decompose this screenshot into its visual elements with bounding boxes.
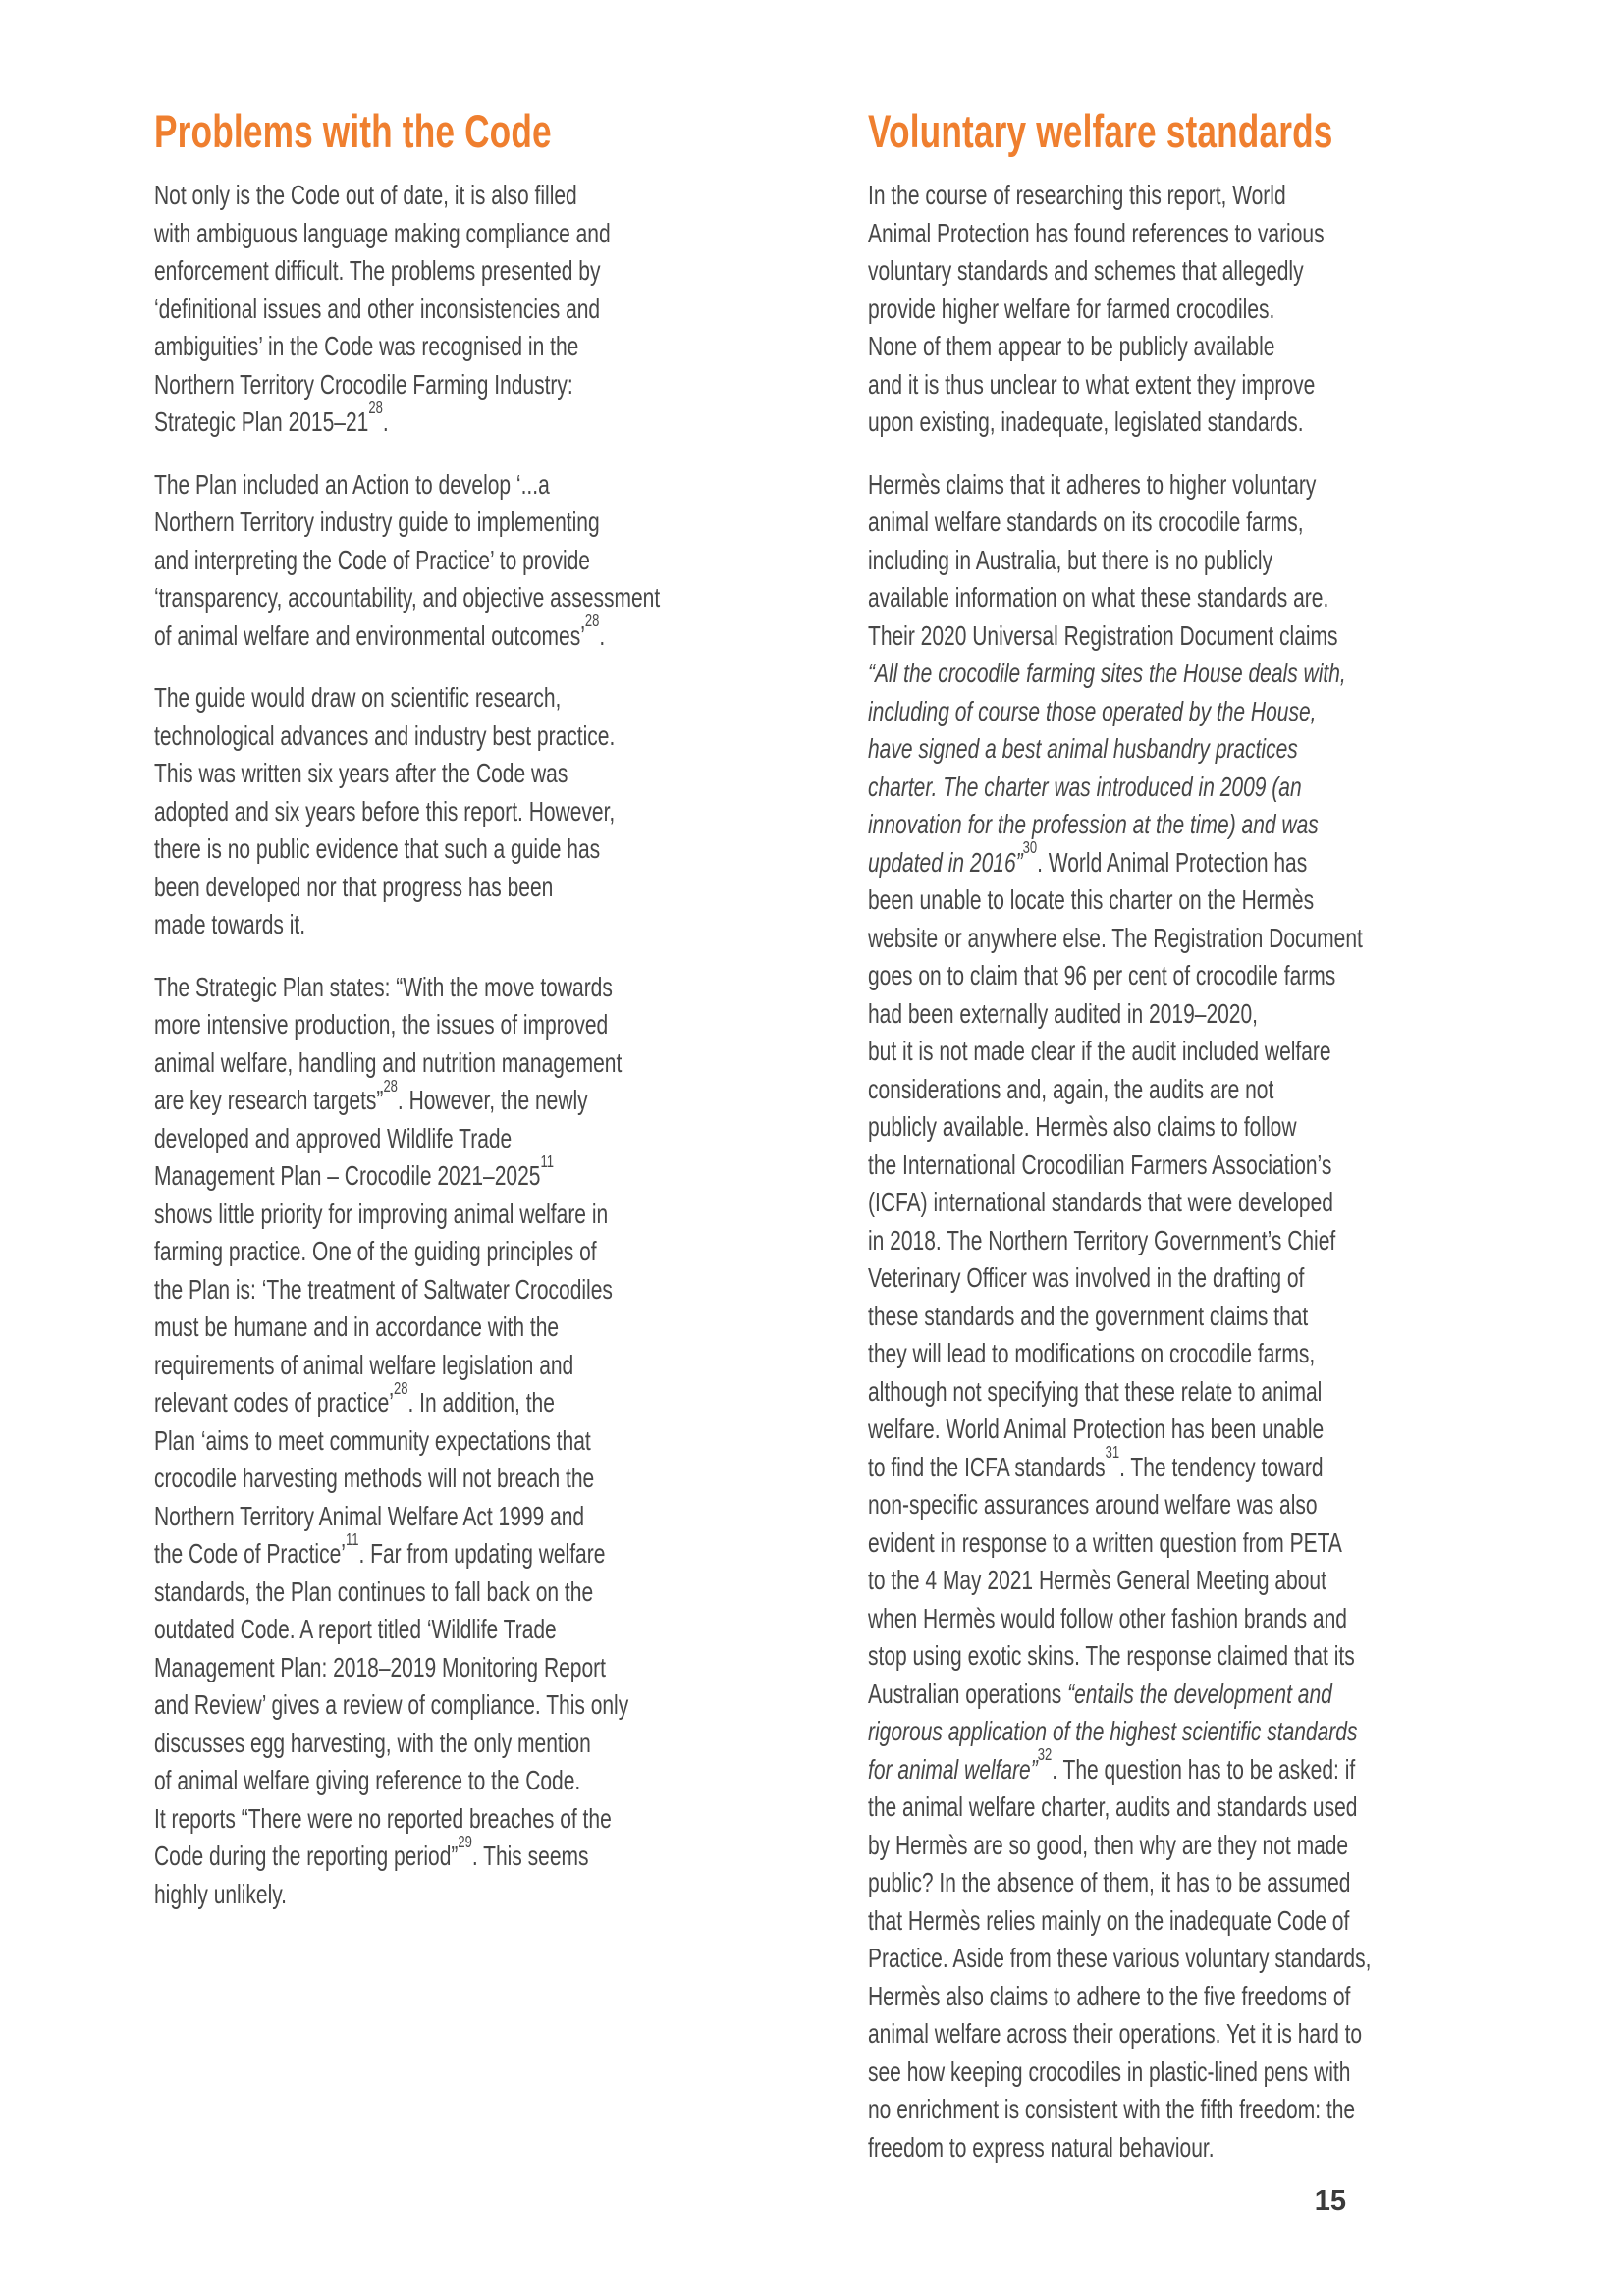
text-line	[868, 1071, 1351, 1109]
text-segment: welfare. World Animal Protection has been unable	[868, 1414, 1325, 1444]
text-line	[154, 1611, 637, 1649]
text-line	[868, 1676, 1351, 1714]
text-segment: The Strategic Plan states: “With the move towards	[154, 971, 613, 1002]
citation-superscript: 32	[1037, 1744, 1053, 1765]
text-segment: the Code of Practice’	[154, 1538, 346, 1569]
text-segment: animal welfare, handling and nutrition management	[154, 1046, 623, 1078]
text-segment: None of them appear to be publicly available	[868, 331, 1275, 361]
right-column	[868, 105, 1372, 2191]
text-line	[868, 215, 1351, 253]
text-segment: the animal welfare charter, audits and standards used	[868, 1791, 1358, 1822]
text-segment: outdated Code. A report titled ‘Wildlife Trade	[154, 1614, 557, 1644]
text-segment: upon existing, inadequate, legislated standards.	[868, 406, 1304, 437]
text-segment: for animal welfare”	[868, 1753, 1038, 1785]
text-line	[154, 969, 637, 1007]
text-segment: to the 4 May 2021 Hermès General Meeting about	[868, 1565, 1326, 1595]
text-line	[868, 1033, 1351, 1071]
text-segment: discusses egg harvesting, with the only mention	[154, 1727, 591, 1758]
text-segment: although not specifying that these relate to animal	[868, 1375, 1323, 1407]
text-line	[154, 1876, 637, 1914]
text-segment: Not only is the Code out of date, it is also filled	[154, 180, 577, 210]
text-line	[868, 1562, 1351, 1600]
text-line	[868, 1978, 1351, 2016]
text-line	[868, 1486, 1351, 1524]
text-segment: relevant codes of practice’	[154, 1387, 394, 1417]
text-line	[868, 1442, 1351, 1487]
text-segment: . In addition, the	[407, 1387, 555, 1417]
text-line	[868, 366, 1351, 404]
text-line	[154, 1686, 637, 1725]
citation-superscript: 28	[368, 397, 383, 417]
text-line	[868, 769, 1351, 807]
text-line	[154, 542, 637, 580]
text-segment: of animal welfare and environmental outcomes’	[154, 619, 585, 651]
text-segment: . World Animal Protection has	[1037, 846, 1308, 878]
text-segment: had been externally audited in 2019–2020,	[868, 997, 1258, 1029]
text-segment: rigorous application of the highest scientific standards	[868, 1716, 1358, 1746]
text-line	[154, 1725, 637, 1763]
text-line	[154, 1196, 637, 1234]
text-line	[868, 1259, 1351, 1298]
citation-superscript: 11	[345, 1528, 359, 1549]
text-segment: but it is not made clear if the audit included welfare	[868, 1036, 1331, 1066]
text-segment: are key research targets”	[154, 1085, 384, 1115]
text-segment: made towards it.	[154, 909, 306, 939]
text-line	[154, 504, 637, 542]
text-segment: and interpreting the Code of Practice’ to provide	[154, 544, 590, 575]
text-segment: Hermès also claims to adhere to the five freedoms of	[868, 1980, 1351, 2011]
text-line	[868, 1864, 1351, 1902]
text-segment: . Far from updating welfare	[358, 1538, 606, 1569]
text-line	[868, 1902, 1351, 1941]
text-segment: have signed a best animal husbandry practices	[868, 733, 1298, 764]
text-segment: Australian operations	[868, 1678, 1068, 1709]
text-segment: the Plan is: ‘The treatment of Saltwater Crocodiles	[154, 1273, 613, 1305]
text-line	[154, 1460, 637, 1498]
text-segment: In the course of researching this report, World	[868, 180, 1286, 210]
text-segment: been unable to locate this charter on the Hermès	[868, 884, 1315, 915]
text-line	[154, 291, 637, 329]
text-segment: animal welfare across their operations. Yet it is hard to	[868, 2018, 1363, 2049]
text-segment: (ICFA) international standards that were developed	[868, 1187, 1333, 1217]
text-line	[154, 1233, 637, 1271]
citation-superscript: 11	[540, 1150, 554, 1171]
text-line	[154, 718, 637, 756]
text-line	[868, 1147, 1351, 1185]
text-segment: This was written six years after the Code was	[154, 758, 568, 788]
text-line	[868, 1637, 1355, 1676]
left-column	[154, 105, 661, 1938]
text-segment: ‘definitional issues and other inconsistencies and	[154, 293, 601, 324]
text-line	[868, 504, 1351, 542]
text-segment: these standards and the government claims that	[868, 1300, 1309, 1331]
text-line	[154, 1150, 637, 1196]
text-segment: no enrichment is consistent with the fifth freedom: the	[868, 2094, 1356, 2124]
citation-superscript: 30	[1022, 837, 1038, 858]
text-segment: shows little priority for improving animal welfare in	[154, 1198, 609, 1229]
text-segment: stop using exotic skins. The response claimed that its	[868, 1640, 1355, 1671]
text-line	[868, 328, 1351, 366]
text-segment: highly unlikely.	[154, 1878, 288, 1909]
page-number: 15	[1314, 2185, 1346, 2216]
text-segment: and it is thus unclear to what extent they improve	[868, 368, 1316, 400]
text-segment: the International Crocodilian Farmers Association’s	[868, 1148, 1332, 1180]
text-line	[154, 1308, 637, 1347]
text-segment: Northern Territory industry guide to implementing	[154, 507, 600, 537]
text-segment: must be humane and in accordance with the	[154, 1311, 560, 1342]
text-line	[868, 920, 1363, 958]
text-segment: “entails the development and	[1067, 1678, 1332, 1709]
text-segment: Code during the reporting period”	[154, 1841, 459, 1871]
text-line	[868, 1789, 1358, 1827]
text-line	[154, 397, 637, 442]
text-segment: crocodile harvesting methods will not breach the	[154, 1463, 595, 1493]
text-line	[154, 679, 637, 718]
text-segment: standards, the Plan continues to fall back on the	[154, 1575, 594, 1607]
text-segment: Management Plan: 2018–2019 Monitoring Report	[154, 1651, 606, 1682]
text-line	[154, 1075, 637, 1120]
text-segment: been developed nor that progress has been	[154, 871, 554, 902]
text-line	[154, 906, 637, 944]
text-line	[154, 328, 637, 366]
text-segment: Plan ‘aims to meet community expectations that	[154, 1424, 591, 1456]
text-line	[868, 1940, 1372, 1978]
text-segment: Hermès claims that it adheres to higher voluntary	[868, 468, 1317, 500]
text-line	[868, 291, 1351, 329]
text-line	[868, 1298, 1351, 1336]
text-line	[868, 2015, 1363, 2054]
text-segment: Strategic Plan 2015–21	[154, 406, 369, 437]
text-line	[868, 881, 1351, 920]
text-line	[868, 1184, 1351, 1222]
text-segment: in 2018. The Northern Territory Government’s Chief	[868, 1224, 1336, 1255]
text-line	[868, 1222, 1351, 1260]
text-line	[868, 806, 1351, 844]
citation-superscript: 31	[1105, 1442, 1120, 1463]
text-line	[868, 995, 1351, 1034]
text-segment: publicly available. Hermès also claims to follow	[868, 1111, 1297, 1142]
right-column-heading: Voluntary welfare standards	[868, 105, 1333, 157]
text-segment: enforcement difficult. The problems presented by	[154, 255, 601, 286]
text-segment: . However, the newly	[397, 1085, 588, 1115]
text-segment: adopted and six years before this report. However,	[154, 795, 616, 827]
text-line	[868, 1827, 1351, 1865]
text-line	[868, 466, 1351, 505]
text-line	[154, 1120, 637, 1158]
text-segment: including in Australia, but there is no publicly	[868, 544, 1273, 575]
text-line	[868, 542, 1351, 580]
left-column-body	[154, 177, 661, 1913]
paragraph	[154, 466, 661, 656]
text-segment: Practice. Aside from these various voluntary standards,	[868, 1943, 1372, 1973]
text-line	[868, 2091, 1356, 2129]
citation-superscript: 28	[383, 1075, 398, 1095]
text-line	[154, 1528, 637, 1574]
text-segment: goes on to claim that 96 per cent of crocodile farms	[868, 960, 1336, 990]
text-line	[154, 869, 637, 907]
text-segment: provide higher welfare for farmed crocodiles.	[868, 293, 1275, 324]
text-line	[868, 579, 1351, 617]
text-line	[868, 837, 1351, 882]
text-line	[868, 1335, 1351, 1373]
text-segment: farming practice. One of the guiding principles of	[154, 1236, 597, 1266]
text-line	[154, 466, 637, 505]
text-segment: public? In the absence of them, it has to be assumed	[868, 1867, 1351, 1897]
text-segment: charter. The charter was introduced in 2009 (an	[868, 771, 1302, 802]
text-segment: Veterinary Officer was involved in the drafting of	[868, 1262, 1305, 1293]
text-segment: Northern Territory Crocodile Farming Industry:	[154, 368, 573, 400]
text-line	[154, 1006, 637, 1044]
text-line	[154, 366, 637, 404]
text-line	[154, 1377, 637, 1422]
text-segment: of animal welfare giving reference to the Code.	[154, 1765, 581, 1795]
text-segment: It reports “There were no reported breaches of the	[154, 1802, 612, 1834]
text-line	[154, 1422, 637, 1461]
paragraph	[868, 466, 1372, 2167]
text-segment: with ambiguous language making compliance and	[154, 217, 611, 248]
text-segment: see how keeping crocodiles in plastic-lined pens with	[868, 2056, 1351, 2087]
text-line	[868, 403, 1351, 442]
text-line	[868, 2129, 1351, 2167]
text-segment: when Hermès would follow other fashion brands and	[868, 1602, 1347, 1633]
text-segment: ‘transparency, accountability, and objective assessment	[154, 582, 661, 613]
text-segment: Management Plan – Crocodile 2021–2025	[154, 1160, 541, 1191]
left-column-heading: Problems with the Code	[154, 105, 552, 157]
text-segment: freedom to express natural behaviour.	[868, 2131, 1215, 2163]
text-line	[868, 1108, 1351, 1147]
text-line	[154, 755, 637, 793]
text-segment: website or anywhere else. The Registration Document	[868, 922, 1363, 953]
text-segment: requirements of animal welfare legislation and	[154, 1349, 574, 1380]
paragraph	[154, 969, 637, 1914]
paragraph	[154, 177, 637, 442]
text-line	[868, 617, 1351, 656]
text-segment: considerations and, again, the audits are not	[868, 1073, 1274, 1104]
text-segment: . The tendency toward	[1119, 1451, 1324, 1482]
text-segment: to find the ICFA standards	[868, 1451, 1106, 1482]
text-line	[154, 252, 637, 291]
text-segment: non-specific assurances around welfare was also	[868, 1489, 1318, 1520]
text-segment: innovation for the profession at the time) and was	[868, 809, 1319, 839]
text-line	[154, 611, 637, 656]
text-segment: and Review’ gives a review of compliance. This only	[154, 1689, 629, 1720]
text-segment: .	[599, 619, 606, 651]
paragraph	[154, 679, 637, 944]
text-line	[154, 793, 637, 831]
citation-superscript: 28	[584, 611, 600, 631]
text-line	[154, 1831, 637, 1876]
text-line	[154, 579, 661, 617]
text-line	[868, 1524, 1351, 1563]
citation-superscript: 29	[458, 1831, 472, 1851]
right-column-body	[868, 177, 1372, 2166]
text-segment: technological advances and industry best practice.	[154, 720, 616, 751]
text-segment: including of course those operated by the House,	[868, 695, 1317, 726]
text-line	[154, 1800, 637, 1839]
text-line	[154, 177, 637, 215]
text-line	[154, 215, 637, 253]
text-segment: animal welfare standards on its crocodile farms,	[868, 507, 1304, 537]
text-line	[154, 1649, 637, 1687]
paragraph	[868, 177, 1351, 442]
text-segment: .	[382, 406, 389, 437]
text-line	[868, 957, 1351, 995]
text-segment: they will lead to modifications on crocodile farms,	[868, 1338, 1316, 1368]
text-segment: that Hermès relies mainly on the inadequate Code of	[868, 1904, 1350, 1936]
text-segment: The Plan included an Action to develop ‘...a	[154, 468, 550, 500]
text-segment: Their 2020 Universal Registration Document claims	[868, 619, 1338, 651]
text-segment: updated in 2016”	[868, 846, 1023, 878]
text-line	[154, 1271, 637, 1309]
text-segment: “All the crocodile farming sites the House deals with,	[868, 658, 1346, 688]
text-line	[868, 252, 1351, 291]
text-segment: evident in response to a written question from PETA	[868, 1526, 1342, 1558]
citation-superscript: 28	[393, 1377, 408, 1398]
text-segment: Animal Protection has found references to various	[868, 217, 1325, 248]
text-line	[868, 1713, 1358, 1751]
text-segment: . This seems	[471, 1841, 589, 1871]
text-line	[868, 1600, 1351, 1638]
text-segment: ambiguities’ in the Code was recognised in the	[154, 331, 579, 361]
text-segment: developed and approved Wildlife Trade	[154, 1122, 513, 1153]
text-line	[154, 1498, 637, 1536]
text-segment: by Hermès are so good, then why are they not made	[868, 1829, 1349, 1860]
text-line	[154, 1574, 637, 1612]
text-line	[868, 730, 1351, 769]
text-segment: there is no public evidence that such a guide has	[154, 833, 601, 864]
text-line	[868, 2054, 1351, 2092]
text-line	[868, 655, 1351, 693]
text-segment: more intensive production, the issues of improved	[154, 1009, 609, 1040]
text-line	[154, 1762, 637, 1800]
text-segment: Northern Territory Animal Welfare Act 1999 and	[154, 1500, 585, 1531]
text-segment: available information on what these standards are.	[868, 582, 1329, 613]
text-segment: . The question has to be asked: if	[1052, 1753, 1356, 1785]
text-line	[868, 177, 1351, 215]
text-line	[868, 693, 1351, 731]
text-line	[868, 1744, 1356, 1789]
text-line	[154, 830, 637, 869]
text-segment: voluntary standards and schemes that allegedly	[868, 255, 1304, 286]
text-line	[868, 1373, 1351, 1412]
text-segment: The guide would draw on scientific research,	[154, 682, 562, 713]
